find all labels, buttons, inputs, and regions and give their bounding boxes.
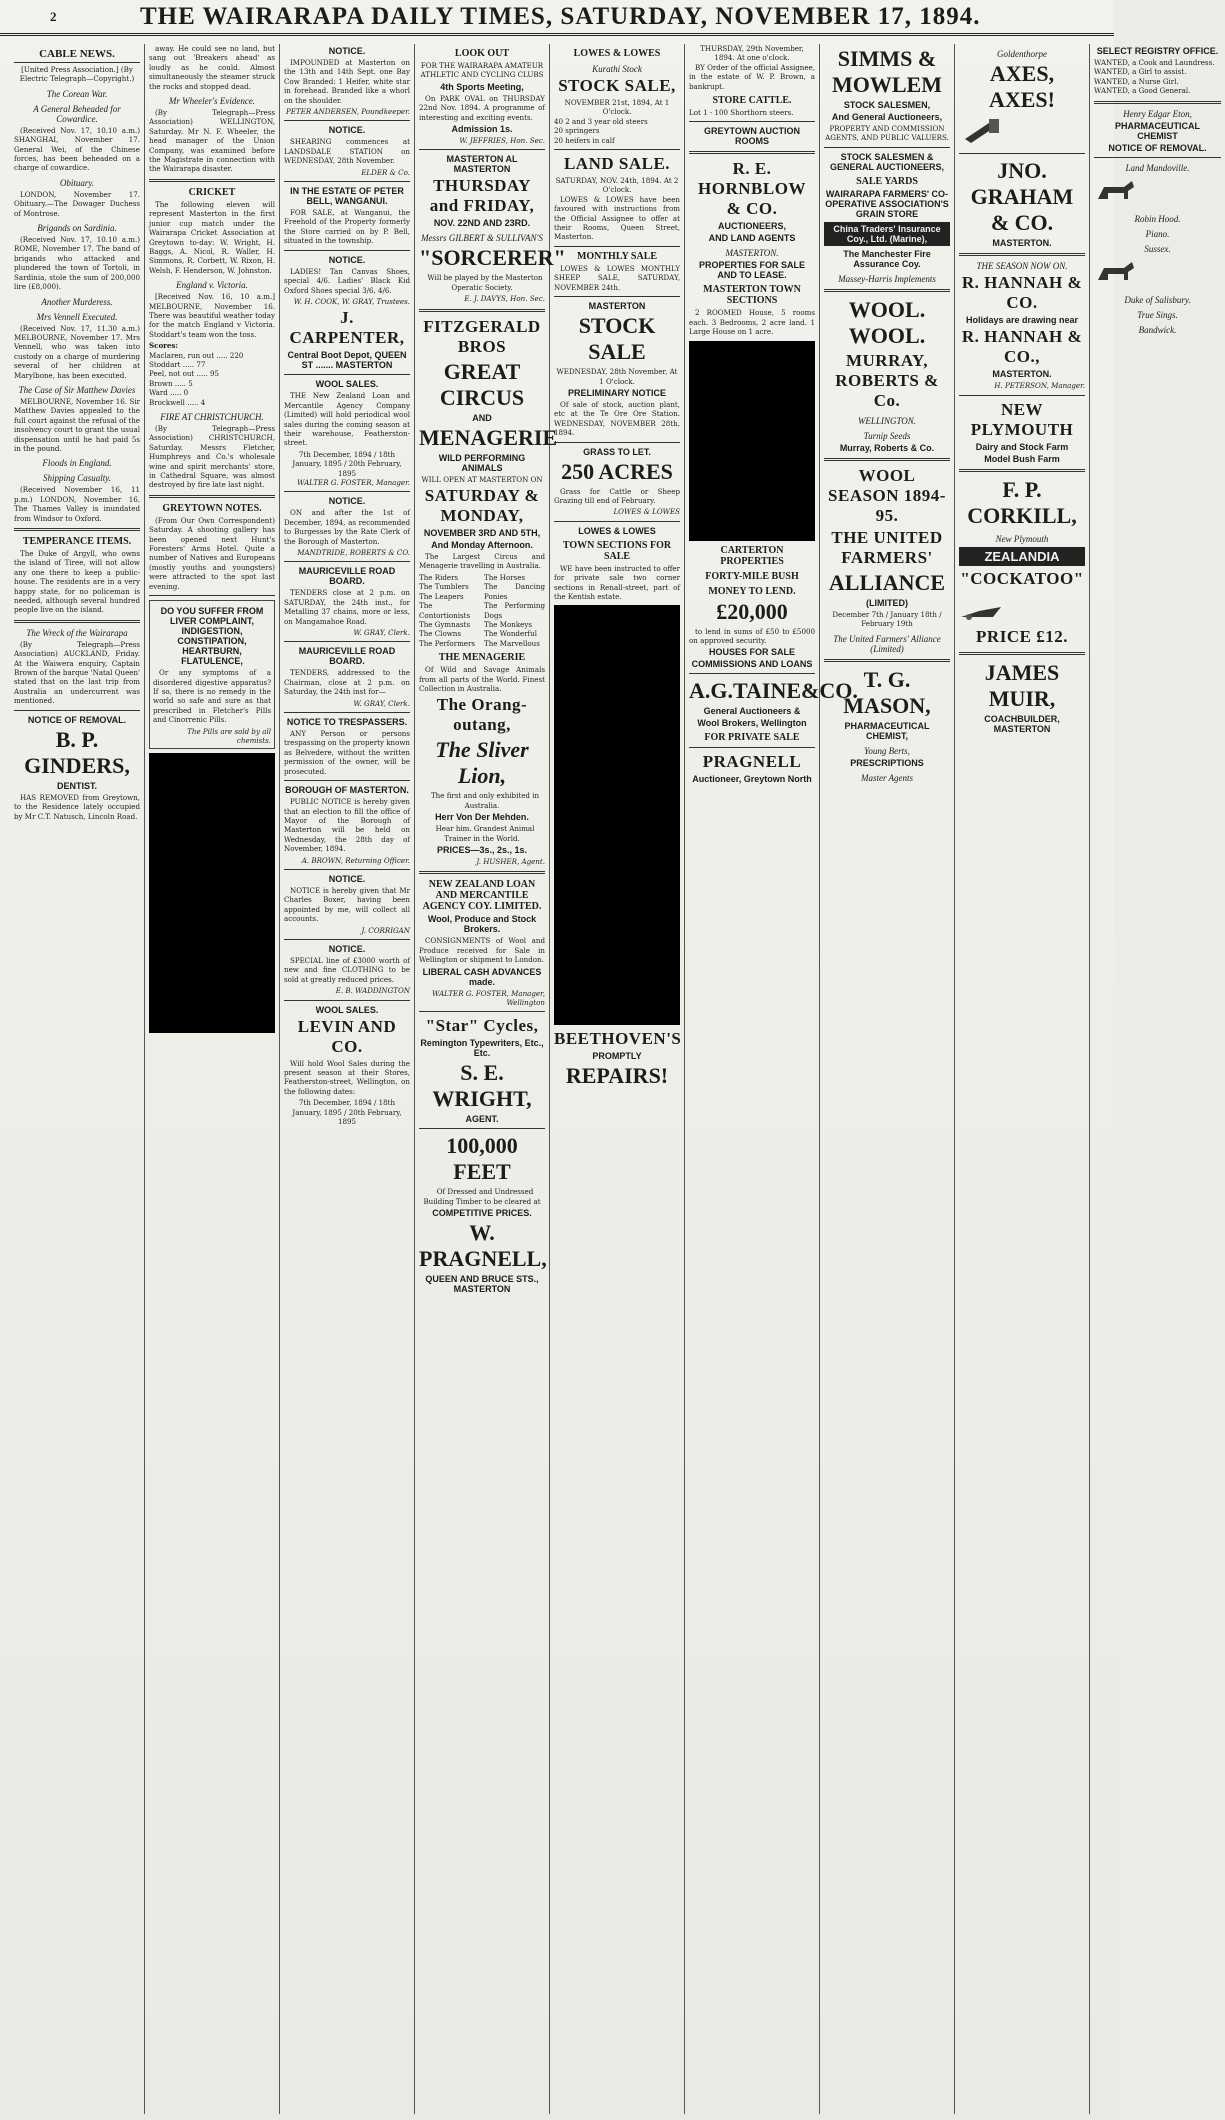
advert-text: SATURDAY, NOV. 24th, 1894. At 2 O'clock. [555,176,679,195]
advert-signature: LOWES & LOWES [613,507,680,517]
column-7 [820,44,955,2114]
column-8 [955,44,1090,2114]
advert-sub: WAIRARAPA FARMERS' CO-OPERATIVE ASSOCIATION'S GRAIN STORE [825,188,949,219]
advert-text: Of Wild and Savage Animals from all parts of the World. Finest Collection in Australia. [419,665,545,693]
notice-signature: W. GRAY, Clerk. [353,628,410,638]
article-text: away. He could see no land, but sang out 'Breakers ahead' as loudly as he could. Almost simultaneously the steamer struck the rocks and stopped dead. [149,44,275,91]
advert-heading: MONEY TO LEND. [708,585,796,597]
advert-place: WELLINGTON. [857,415,917,426]
advert-text: FOR THE WAIRARAPA AMATEUR ATHLETIC AND CYCLING CLUBS [420,61,544,80]
advert-signature: J. HUSHER, Agent. [476,856,545,866]
list-item: Lot 1 - 100 Shorthorn steers. [689,108,794,118]
advert-heading: DO YOU SUFFER FROM LIVER COMPLAINT, INDIGESTION, CONSTIPATION, HEARTBURN, FLATULENCE, [160,606,264,667]
advert-heading: STOCK SALE [578,313,656,365]
advert-sub: AND LAND AGENTS [708,233,796,244]
advert-heading: MONTHLY SALE [576,250,658,262]
column-6 [685,44,858,2114]
advert-heading: R. HANNAH & CO., [961,327,1083,367]
advert-sub: And General Auctioneers, [831,112,943,122]
advert-heading: NEW PLYMOUTH [970,399,1074,439]
advert-heading: MURRAY, ROBERTS & Co. [835,350,939,410]
advert-text: LOWES & LOWES MONTHLY SHEEP SALE, SATURDAY, NOVEMBER 24th. [554,263,680,292]
notice-text: FOR SALE, at Wanganui, the Freehold of the Property formerly the Store carried on by P. Bell, situated in the township. [284,208,410,246]
advert-heading: THE MENAGERIE [438,652,526,664]
admission: Admission 1s. [451,124,513,135]
advert-heading: 100,000 FEET [446,1133,518,1185]
advert-heading: CARTERTON PROPERTIES [720,544,784,567]
column-1 [10,44,145,2114]
list-item: The Monkeys [484,619,533,629]
advert-sub: Dairy and Stock Farm [975,441,1069,452]
list-item: The Clowns [419,629,462,639]
advert-heading: TOWN SECTIONS FOR SALE [562,539,672,562]
advert-sub: The United Farmers' Alliance (Limited) [833,633,941,654]
headline: Floods in England. [42,458,112,469]
advert-text: Of Dressed and Undressed Building Timber to be cleared at [423,1187,541,1206]
advert-text: On PARK OVAL on THURSDAY 22nd Nov. 1894. A programme of interesting and exciting events. [419,93,545,122]
advert-heading: WOOL SEASON 1894-95. [828,465,946,525]
advert-text: BY Order of the official Assignee, in the estate of W. P. Brown, a bankrupt. [689,62,815,91]
notice-heading: IN THE ESTATE OF PETER BELL, WANGANUI. [290,186,404,207]
notice-text: TENDERS, addressed to the Chairman, close at 2 p.m. on Saturday, the 24th inst for— [284,668,410,697]
sale-dates: 7th December, 1894 / 18th January, 1895 / 20th February, 1895 [292,449,402,478]
list-item: WANTED, a Girl to assist. [1094,67,1187,77]
advert-heading: THE UNITED FARMERS' [831,527,943,567]
act-list-a [419,573,480,648]
notice-signature: ELDER & Co. [361,167,410,177]
advert-sub: COMMISSIONS AND LOANS [691,659,813,670]
redacted-block [149,753,275,1033]
horse-icon [1094,258,1138,286]
headline: Obituary. [59,177,95,188]
notice-heading: NOTICE. [328,46,366,56]
advert-heading: A.G.TAINE&CO. [689,678,858,704]
notice-signature: E. B. WADDINGTON [335,986,410,996]
list-item: WANTED, a Good General. [1094,86,1191,96]
notice-signature: W. H. COOK, W. GRAY, Trustees. [293,296,410,306]
column-5 [550,44,685,2114]
prices: PRICES—3s., 2s., 1s. [436,844,528,855]
advert-sub: MASTERTON [588,301,646,312]
score-row: Maclaren, run out ..... 220 [149,350,244,360]
headline: Shipping Casualty. [42,473,111,484]
advert-name: J. CARPENTER, [289,308,405,348]
advert-sub: COMPETITIVE PRICES. [432,1208,532,1219]
advert [149,600,275,749]
article-text: (Received Nov. 17, 10.10 a.m.) SHANGHAI, November 17. General Wei, of the Chinese forces, has been beheaded on a charge of cowardice. [14,125,140,173]
advert-heading: MASTERTON TOWN SECTIONS [703,284,801,307]
newspaper-title: THE WAIRARAPA DAILY TIMES, SATURDAY, NOVEMBER 17, 1894. [139,2,981,30]
headline: The Corean War. [46,88,108,99]
advert-text: Will be played by the Masterton Operatic Society. [427,273,543,292]
headline: FIRE AT CHRISTCHURCH. [160,412,264,422]
advert-sub: Piano. [1145,229,1170,240]
notice-text: NOTICE is hereby given that Mr Charles Boxer, having been appointed by me, will collect all accounts. [284,885,410,924]
advert-sub: The Manchester Fire Assurance Coy. [843,248,931,269]
advert-heading: WOOL. WOOL. [848,296,926,348]
notice-text: PUBLIC NOTICE is hereby given that an election to fill the office of Mayor of the Borough of Masterton will be held on Wednesday, the 28th day of November, 1894. [284,797,410,854]
advert-sub: THE SEASON NOW ON. [976,261,1068,272]
article-text: (By Telegraph—Press Association) AUCKLAND, Friday. At the Waiwera enquiry, Captain Brown of the barque 'Natal Queen' stated that on the last trip from Australia an undercurrent was mentioned. [14,639,140,706]
list-item: The Leapers [419,591,464,601]
advert-sub: Wool, Produce and Stock Brokers. [427,914,537,935]
notice-heading: NOTICE. [328,254,366,265]
score-row: Ward ..... 0 [149,388,189,398]
redacted-block [689,341,815,541]
notice-heading: NOTICE. [328,943,366,954]
list-item: 40 2 and 3 year old steers [554,116,648,126]
act-lists [419,573,545,648]
advert-sub: Sussex. [1144,244,1171,255]
advert-sub: MASTERTON. [992,369,1052,380]
headline: Brigands on Sardinia. [37,223,117,234]
advert-heading: THURSDAY and FRIDAY, [429,176,535,216]
advert-heading: 250 ACRES [561,458,673,484]
advert-text: Grass for Cattle or Sheep Grazing till end of February. [554,486,680,505]
list-item: The Horses [484,572,526,582]
advert-sub: Robin Hood. [1134,214,1181,225]
article-text: (By Telegraph—Press Association) WELLINGTON, Saturday. Mr N. F. Wheeler, the head manager of the Union Company, was examined before the Magistrate in connection with the Wairarapa disaster. [149,108,275,174]
article-text: The following eleven will represent Masterton in the first junior cup match under the Wairarapa Cricket Association at Greytown to-day: W. Wright, H. Baggs, A. Nicol, R. Waller, H. Simmons, R. Corbett, W. Rixon, H. Welsh, F. Henderson, W. Johnston. [149,199,275,275]
advert-sub: Henry Edgar Eton, [1123,108,1192,119]
column-9 [1090,44,1225,2114]
notice-heading: MAURICEVILLE ROAD BOARD. [298,646,396,667]
advert-heading: SATURDAY & MONDAY, [424,486,540,526]
notice-heading: NOTICE. [328,496,366,507]
headline: Mrs Vennell Executed. [36,311,118,322]
advert-heading: JNO. GRAHAM & CO. [970,158,1074,236]
score-row: Peel, not out ..... 95 [149,369,220,379]
axe-icon [959,117,1003,145]
notice-text: Will hold Wool Sales during the present season at their Stores, Featherston-street, Wellington, on the following dates: [284,1058,410,1096]
advert-text: 2 ROOMED House, 5 rooms each. 3 Bedrooms, 2 acre land. 1 Large House on 1 acre. [689,308,815,337]
advert-sub: Duke of Salisbury. [1124,295,1191,306]
advert-sub: Bandwick. [1138,325,1177,336]
advert-signature: W. JEFFRIES, Hon. Sec. [459,136,545,146]
columns [10,44,1219,2114]
page-number: 2 [50,8,57,24]
advert-heading: R. HANNAH & CO. [961,273,1083,313]
advert-text: WE have been instructed to offer for private sale two corner sections in Renall-street, part of the Kentish estate. [554,563,680,601]
article-text: (By Telegraph—Press Association) CHRISTCHURCH, Saturday. Messrs Fletcher, Humphreys and Co.'s wholesale wine and spirit merchants' store, in Cathedral Square, was almost destroyed by fire late last night. [149,424,275,490]
advert-sub: Auctioneer, Greytown North [692,774,812,785]
advert-sub: LIBERAL CASH ADVANCES made. [422,966,542,987]
advert-text: Or any symptoms of a disordered digestive apparatus? If so, there is no remedy in the world so safe and sure as that prescribed in Fletcher's Pills and Cinorrenic Pills. [153,668,271,725]
article-text: [Received Nov. 16, 10 a.m.] MELBOURNE, November 16. There was beautiful weather today for the match England v Victoria. Stoddart's team won the toss. [149,292,275,339]
advert-sub: Central Boot Depot, QUEEN ST ....... MASTERTON [287,350,407,371]
advert-sub: MASTERTON. [992,238,1052,249]
advert-sub: General Auctioneers & [703,706,801,717]
advert-sub: WILD PERFORMING ANIMALS [438,452,526,473]
advert-heading: GREAT CIRCUS [439,358,525,410]
advert-sub: GREYTOWN AUCTION ROOMS [704,126,800,147]
article-text: (From Our Own Correspondent) Saturday. A shooting gallery has been opened next Hunt's Foresters' Arms Hotel. Quite a number of Natives and Europeans (mostly youths and youngsters) were attracted to the spot last evening. [149,515,275,591]
advert-heading: LOOK OUT [454,48,510,59]
advert-signature: H. PETERSON, Manager. [994,381,1085,391]
list-item: WANTED, a Cook and Laundress. [1094,58,1215,67]
advert-sub: STOCK SALESMEN, [843,100,931,110]
advert-heading: PRICE £12. [976,627,1068,647]
notice-heading: MAURICEVILLE ROAD BOARD. [298,566,396,587]
advert-heading: S. E. WRIGHT, [432,1060,532,1112]
advert-sub: GRASS TO LET. [583,446,651,457]
notice-signature: WALTER G. FOSTER, Manager. [297,477,410,487]
advert-text: The first and only exhibited in Australia. [430,791,540,810]
advert-heading: The Orang-outang, [436,695,528,735]
list-item: 20 springers [554,126,600,136]
advert-heading: SELECT REGISTRY OFFICE. [1096,46,1219,56]
advert-sub: 4th Sports Meeting, [440,81,524,92]
credit-line: [United Press Association.] (By Electric Telegraph—Copyright.) [19,65,135,84]
advert-sub: And Monday Afternoon. [431,540,533,551]
advert-sub: Herr Von Der Mehden. [435,812,529,823]
advert-heading: SALE YARDS [856,175,918,187]
advert-heading: W. PRAGNELL, [419,1220,547,1272]
advert-text: LOWES & LOWES have been favoured with instructions from the Official Assignee to offer at their Rooms, Queen Street, Masterton. [554,194,680,242]
article-text: (Received Nov. 17, 11.30 a.m.) MELBOURNE, November 17. Mrs Vennell, who was taken into custody on a charge of murdering several of her children at Marylbone, has been executed. [14,323,140,380]
notice-text: ANY Person or persons trespassing on the property known as Belvedere, without the written permission of the owner, will be prosecuted. [284,729,410,776]
advert-sub: QUEEN AND BRUCE STS., MASTERTON [425,1274,539,1295]
advert-sub: Young Berts, [864,745,910,756]
list-item: The Contortionists [419,601,471,620]
advert-sub: Murray, Roberts & Co. [839,442,935,453]
advert-text: WILL OPEN AT MASTERTON ON [421,474,543,484]
list-item: WANTED, a Nurse Girl. [1094,76,1179,86]
advert-sub: HOUSES FOR SALE [708,647,795,658]
notice-signature: A. BROWN, Returning Officer. [301,855,410,865]
advert-sub: True Sings. [1137,310,1178,321]
advert-text: HAS REMOVED from Greytown, to the Residence lately occupied by Mr C.T. Natusch, Lincoln Road. [14,792,140,821]
advert-sub: PHARMACEUTICAL CHEMIST, [844,720,930,741]
list-item: The Marvellous [484,638,540,648]
advert-sub: AND [472,412,492,423]
advert-heading: SIMMS & MOWLEM [832,46,942,97]
advert-sub: COACHBUILDER, MASTERTON [984,714,1060,735]
advert-text: to lend in sums of £50 to £5000 on approved security. [689,626,815,646]
advert-sub: PRELIMINARY NOTICE [567,387,666,398]
article-text: (Received Nov. 17, 10.10 a.m.) ROME, November 17. The band of brigands who attacked and plundered the town of Tortoli, in Sardinia, stole the sum of 200,000 lire (£8,000). [14,235,140,292]
advert-signature: E. J. DAVYS, Hon. Sec. [464,294,545,304]
advert-sub: Messrs GILBERT & SULLIVAN'S [421,233,543,244]
advert-text: CONSIGNMENTS of Wool and Produce received for Sale in Wellington or shipment to London. [419,936,545,965]
advert-heading: NEW ZEALAND LOAN AND MERCANTILE AGENCY COY. LIMITED. [422,879,542,913]
list-item: The Riders [419,572,459,582]
act-list-b [484,573,545,648]
notice-heading: NOTICE. [328,125,366,136]
notice-signature: J. CORRIGAN [361,925,410,935]
advert-heading: FITZGERALD BROS [423,316,541,356]
advert-sub: PHARMACEUTICAL CHEMIST [1115,120,1200,141]
headline: The Case of Sir Matthew Davies [18,384,136,395]
advert-heading: LOWES & LOWES [573,48,661,59]
advert-heading: MENAGERIE [419,424,558,450]
advert-sub: NOVEMBER 3RD AND 5TH, [423,528,541,539]
advert-sub: STOCK SALESMEN & GENERAL AUCTIONEERS, [829,151,944,172]
headline: TEMPERANCE ITEMS. [22,536,132,547]
notice-text: SHEARING commences at LANDSDALE STATION on WEDNESDAY, 28th November. [284,137,410,166]
advert-text: Hear him. Grandest Animal Trainer in the World. [435,824,535,843]
advert-heading: BEETHOVEN'S [554,1029,682,1049]
advert-sub: NOV. 22ND AND 23RD. [433,218,531,229]
article-text: The Duke of Argyll, who owns the island of Tiree, will not allow any one there to keep a public-house. The residents are in a very happy state, for no policeman is needed, although several hundred people live on the island. [14,549,140,615]
plough-icon [959,593,1003,621]
advert-heading: LAND SALE. [563,154,671,174]
advert-heading: REPAIRS! [565,1063,669,1089]
notice-signature: W. GRAY, Clerk. [353,698,410,708]
headline: The Wreck of the Wairarapa [26,627,128,638]
headline: A General Beheaded for Cowardice. [33,103,121,124]
advert-sub: Kurathi Stock [592,64,642,74]
notice-signature: PETER ANDERSEN, Poundkeeper. [285,107,410,117]
advert-sub: PROMPTLY [592,1051,642,1062]
notice-heading: WOOL SALES. [315,1004,379,1015]
advert-text: PROPERTY AND COMMISSION AGENTS, AND PUBLIC VALUERS. [825,124,949,143]
advert-sub: NOTICE OF REMOVAL. [1108,142,1207,153]
advert-heading: AXES, AXES! [988,61,1055,112]
advert-heading: FORTY-MILE BUSH [705,570,799,582]
horse-icon [1094,177,1138,205]
advert-sub: Wool Brokers, Wellington [697,718,807,729]
advert-name: B. P. GINDERS, [24,726,130,778]
score-row: Stoddart ..... 77 [149,359,206,369]
advert-heading: "COCKATOO" [960,568,1084,588]
score-title: Scores: [149,341,179,351]
list-item: The Tumblers [419,582,469,592]
advert-heading: R. E. HORNBLOW & CO. [698,159,806,219]
advert-sub: Goldenthorpe [997,49,1047,59]
advert-place: MASTERTON. [725,248,779,259]
advert-sub: PROPERTIES FOR SALE AND TO LEASE. [698,260,805,281]
score-row: Brockwell ..... 4 [149,397,206,407]
advert-signature: The Pills are sold by all chemists. [187,726,271,745]
advert-text: WEDNESDAY, 28th November, At 1 O'clock. [556,367,678,386]
notice-heading: WOOL SALES. [315,379,379,390]
notice-text: ON and after the 1st of December, 1894, as recommended to Burgesses by the Rate Clerk of the Borough of Masterton. [284,508,410,546]
headline: Another Murderess. [41,296,113,307]
advert-banner: ZEALANDIA [959,547,1085,566]
advert-banner: China Traders' Insurance Coy., Ltd. (Marine), [824,222,950,246]
advert-sub: AGENT. [465,1114,499,1125]
column-2 [145,44,280,2114]
advert-sub: Master Agents [860,772,914,783]
advert-sub: (LIMITED) [866,597,908,608]
section-heading: CABLE NEWS. [14,48,140,63]
article-text: MELBOURNE, November 16. Sir Matthew Davies appealed to the full court against the refusal of the insolvency court to grant the usual dispensation until he had paid 5s in the pound. [14,396,140,453]
advert-heading: The Sliver Lion, [435,737,529,789]
advert-heading: PRAGNELL [702,752,802,772]
advert-sub: Holidays are drawing near [965,315,1079,326]
notice-signature: MANDTRIDE, ROBERTS & CO. [297,548,410,557]
list-item: The Gymnasts [419,619,471,629]
notice-text: LADIES! Tan Canvas Shoes, special 4/6. Ladies' Black Kid Oxford Shoes special 3/6, 4/6. [284,266,410,295]
list-item: The Performers [419,638,476,648]
notice-text: TENDERS close at 2 p.m. on SATURDAY, the 24th inst., for Metalling 37 chains, more or less, on Mangamahoe Road. [284,588,410,626]
list-item: The Dancing Ponies [484,582,545,601]
sale-dates: December 7th / January 18th / February 19th [832,609,942,629]
list-item: The Performing Dogs [484,601,545,620]
advert-name: LEVIN AND CO. [297,1016,397,1056]
advert-heading: STORE CATTLE. [712,95,792,107]
advert-sub: Turnip Seeds [863,430,911,441]
notice-heading: NOTICE. [328,873,366,884]
advert-text: NOVEMBER 21st, 1894, At 1 O'clock. [564,98,670,117]
column-4 [415,44,566,2114]
advert-sub: PRESCRIPTIONS [850,757,924,768]
list-item: 20 heifers in calf [554,135,615,145]
advert-sub: DENTIST. [56,780,97,791]
notice-heading: NOTICE OF REMOVAL. [27,714,127,725]
advert-heading: F. P. CORKILL, [967,476,1077,528]
advert-text: Of sale of stock, auction plant, etc at the Te Ore Ore Station. WEDNESDAY, NOVEMBER 28th, 1894. [554,399,680,438]
advert-text: The Largest Circus and Menagerie travelling in Australia. [419,552,545,571]
advert-sub: Massey-Harris Implements [838,273,936,284]
advert-heading: FOR PRIVATE SALE [704,732,800,744]
headline: England v. Victoria. [176,280,248,291]
advert-heading: T. G. MASON, [843,666,931,718]
advert-sub: Land Mandoville. [1125,162,1190,173]
score-row: Brown ..... 5 [149,378,193,388]
advert-heading: £20,000 [716,598,788,624]
redacted-block [554,605,680,1025]
advert-sub: Remington Typewriters, Etc., Etc. [420,1038,544,1059]
venue: MASTERTON AL MASTERTON [446,154,518,175]
masthead [0,0,1114,36]
article-text: LONDON, November 17. Obituary.—The Dowager Duchess of Montrose. [14,189,140,218]
advert-heading: JAMES MUIR, [984,660,1060,712]
advert-heading: "Star" Cycles, [425,1016,539,1036]
list-item: The Wonderful [484,629,537,639]
headline: GREYTOWN NOTES. [162,502,262,514]
sale-dates: 7th December, 1894 / 18th January, 1895 / 20th February, 1895 [292,1098,402,1127]
article-text: (Received November 16, 11 p.m.) LONDON, November 16. The Thames Valley is inundated from Windsor to Oxford. [14,485,140,523]
headline: Mr Wheeler's Evidence. [168,96,256,107]
advert-sub: Model Bush Farm [984,453,1060,464]
advert-heading: ALLIANCE [828,569,946,595]
advert-heading: STOCK SALE, [558,76,676,95]
advert-sub: New Plymouth [995,533,1049,544]
advert-sub: LOWES & LOWES [578,525,656,536]
notice-text: SPECIAL line of £3000 worth of new and fine CLOTHING to be sold at greatly reduced prices. [284,955,410,984]
advert-signature: WALTER G. FOSTER, Manager, Wellington [432,988,545,1007]
notice-heading: BOROUGH OF MASTERTON. [285,785,409,796]
advert-text: THURSDAY, 29th November, 1894. At one o'clock. [700,44,804,63]
notice-text: IMPOUNDED at Masterton on the 13th and 14th Sept. one Bay Cow Branded: 1 Heifer, white star in forehead. Branded like a whorl on the shoulder. [284,58,410,105]
notice-text: THE New Zealand Loan and Mercantile Agency Company (Limited) will hold periodical wool sales during the coming season at their warehouse, Featherston-street. [284,391,410,448]
column-3 [280,44,415,2114]
advert-sub: AUCTIONEERS, [717,221,786,232]
headline: CRICKET [188,186,236,198]
advert-heading: "SORCERER" [419,245,566,271]
notice-heading: NOTICE TO TRESPASSERS. [286,717,408,728]
